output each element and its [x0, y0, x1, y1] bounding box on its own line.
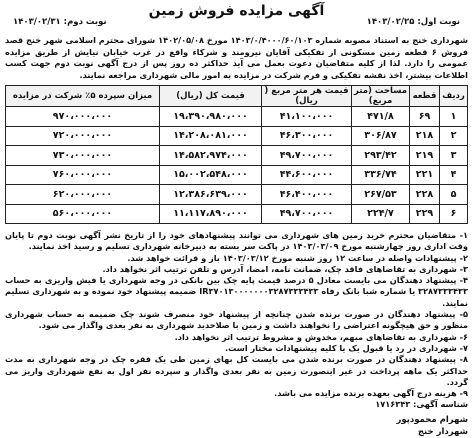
condition-item: ۳- شهرداری به تقاضاهای فاقد چک، ضمانت نامه، امضا، آدرس و تلفن ترتیب اثر نخواهد داد. — [102, 263, 468, 274]
header-ghete: قطعه — [410, 86, 440, 107]
condition-item: ۵- پیشنهاد دهندگان در صورت برنده شدن چنانچه از پیشنهاد خود منصرف شوند چک ضمیمه به حساب شهرداری منظور و حق هیچگونه اعتراضی را نخواهند داشت و زمین با صلاحدید شهرداری به نفر بعدی واگذار می شود. — [5, 309, 468, 331]
cell-ghete: ۲۲۱ — [410, 165, 440, 185]
signatory-name: شهرام محمودپور — [396, 414, 468, 425]
lots-table — [5, 85, 468, 224]
condition-item: ۹- هزینه درج آگهی بعهده برنده مزایده می باشد. — [274, 388, 468, 399]
header-total-price: قیمت کل (ریال) — [160, 86, 262, 107]
condition-item: ۷- شهرداری در رد یا قبول یک یا کلیه پیشنهادات مختار است. — [224, 342, 468, 353]
cell-deposit: ۵۶۰،۰۰۰،۰۰۰ — [6, 204, 160, 224]
cell-radif: ۵ — [440, 185, 468, 205]
condition-item: ۸- پیشنهاد دهندگان در صورت برنده شدن می بایست کل بهای زمین طی یک فقره چک در وجه شهرداری به مدت حداکثر یک ماهه پرداخت در غیر اینصورت زمین به نفر بعدی واگذار و سپرده نفر اول به نفع شهرداری واریز می گردد. — [5, 354, 468, 387]
cell-total-price: ۱۹،۳۹۰،۹۸۰،۰۰۰ — [160, 107, 262, 127]
cell-deposit: ۷۶۰،۰۰۰،۰۰۰ — [6, 165, 160, 185]
cell-total-price: ۱۴،۵۸۲،۹۷۴،۰۰۰ — [160, 146, 262, 166]
condition-item: ۱- متقاضیان محترم خرید زمین های شهرداری می توانند پیشنهادهای خود را از تاریخ نشر آگهی نوبت دوم تا پایان وقت اداری روز چهارشنبه مورخ ۱۴۰۳/۰۳/۰۹ در پاکت سر بسته به دبیرخانه شهرداری تسلیم و رسید اخذ نمایند. — [5, 230, 468, 252]
cell-deposit: ۹۷۰،۰۰۰،۰۰۰ — [6, 107, 160, 127]
cell-radif: ۲ — [440, 126, 468, 146]
cell-deposit: ۷۳۰،۰۰۰،۰۰۰ — [6, 146, 160, 166]
cell-area: ۴۷۱/۸ — [352, 107, 410, 127]
cell-radif: ۱ — [440, 107, 468, 127]
cell-price-per-meter: ۴۶،۳۰۰،۰۰۰ — [262, 126, 352, 146]
cell-ghete: ۲۱۹ — [410, 146, 440, 166]
second-publication-date: نوبت دوم: ۱۴۰۳/۰۲/۳۱ — [13, 17, 107, 27]
cell-price-per-meter: ۴۱،۱۰۰،۰۰۰ — [262, 107, 352, 127]
conditions-list — [5, 230, 468, 411]
cell-radif: ۶ — [440, 204, 468, 224]
table-row — [6, 146, 468, 166]
cell-total-price: ۱۴،۲۰۸،۰۸۱،۰۰۰ — [160, 126, 262, 146]
cell-deposit: ۷۲۰،۰۰۰،۰۰۰ — [6, 126, 160, 146]
cell-price-per-meter: ۴۹،۷۰۰،۰۰۰ — [262, 146, 352, 166]
cell-ghete: ۲۲۸ — [410, 185, 440, 205]
cell-price-per-meter: ۴۴،۶۰۰،۰۰۰ — [262, 165, 352, 185]
condition-item: ۲- پیشنهادات واصله در ساعت ۱۲ روز شنبه مورخ ۱۴۰۳/۰۳/۱۲ باز و قرائت خواهد شد. — [127, 252, 468, 263]
intro-paragraph: شهرداری خنج به استناد مصوبه شماره ۱۴۰۳/۰/۴۰۰۰/۶۰/۱۰۳ مورخ ۱۴۰۲/۰۵/۰۸ شورای محترم اسلامی شهر خنج قصد فروش ۶ قطعه زمین مسکونی از تفکیکی آقایان نیرومند و شرکاء واقع در غرب خیابان نیایش از طریق مزایده عمومی را دارد. لذا از کلیه متقاضیان دعوت بعمل می آید حداکثر ده روز پس از درج آگهی نوبت دوم جهت کسب اطلاعات بیشتر، اخذ نقشه تفکیکی و فرم شرکت در مزایده به امور مالی شهرداری مراجعه نمایند. — [5, 35, 468, 80]
cell-area: ۲۹۳/۴۲ — [352, 146, 410, 166]
signatory-role: شهردار خنج — [417, 426, 468, 437]
cell-ghete: ۲۲۹ — [410, 204, 440, 224]
cell-area: ۳۰۶/۸۷ — [352, 126, 410, 146]
cell-price-per-meter: ۴۹،۷۰۰،۰۰۰ — [262, 204, 352, 224]
signature-block — [5, 414, 468, 438]
table-row — [6, 107, 468, 127]
table-row — [6, 204, 468, 224]
condition-item: ۶- شهرداری به تقاضاهای مبهم، مخدوش و مشروط ترتیب اثر نخواهد داد. — [174, 331, 468, 342]
cell-price-per-meter: ۴۶،۴۰۰،۰۰۰ — [262, 185, 352, 205]
cell-area: ۲۶۷/۵۳ — [352, 185, 410, 205]
notice-id: شناسه آگهی: ۱۷۱۶۳۴۳ — [375, 399, 468, 410]
cell-area: ۳۳۶/۷۴ — [352, 165, 410, 185]
cell-radif: ۴ — [440, 165, 468, 185]
cell-ghete: ۲۱۸ — [410, 126, 440, 146]
header-area: مساحت (متر مربع) — [352, 86, 410, 107]
table-row — [6, 126, 468, 146]
table-header-row — [6, 86, 468, 107]
header-price-per-meter: قیمت هر متر مربع ( ریال) — [262, 86, 352, 107]
page-title: آگهی مزایده فروش زمین — [148, 3, 325, 19]
cell-deposit: ۶۲۰،۰۰۰،۰۰۰ — [6, 185, 160, 205]
header-radif: ردیف — [440, 86, 468, 107]
table-row — [6, 185, 468, 205]
condition-item: ۴- پیشنهاد دهندگان می بایست معادل ۵ درصد قیمت پایه چک بین بانکی در وجه شهرداری یا فیش واریزی به حساب ۳۲۸۷۳۳۳۴۳۳ یا شماره شبا بانک رفاه IR۳۷۰۱۳۰۰۰۰۰۰۰۳۲۸۷۳۳۳۴۳۳ ضمیمه پیشنهاد خود نموده و به شهرداری تسلیم نمایند. — [5, 275, 468, 308]
cell-total-price: ۱۵،۰۰۲،۵۴۸،۰۰۰ — [160, 165, 262, 185]
cell-area: ۲۲۴/۷ — [352, 204, 410, 224]
cell-total-price: ۱۱،۱۱۷،۸۹۰،۰۰۰ — [160, 204, 262, 224]
cell-radif: ۳ — [440, 146, 468, 166]
first-publication-date: نوبت اول: ۱۴۰۳/۰۲/۲۵ — [366, 17, 460, 27]
table-row — [6, 165, 468, 185]
header — [5, 3, 468, 33]
header-deposit: میزان سپرده ۵٪ شرکت در مزایده — [6, 86, 160, 107]
cell-ghete: ۶۹ — [410, 107, 440, 127]
cell-total-price: ۱۲،۳۸۶،۶۳۹،۰۰۰ — [160, 185, 262, 205]
